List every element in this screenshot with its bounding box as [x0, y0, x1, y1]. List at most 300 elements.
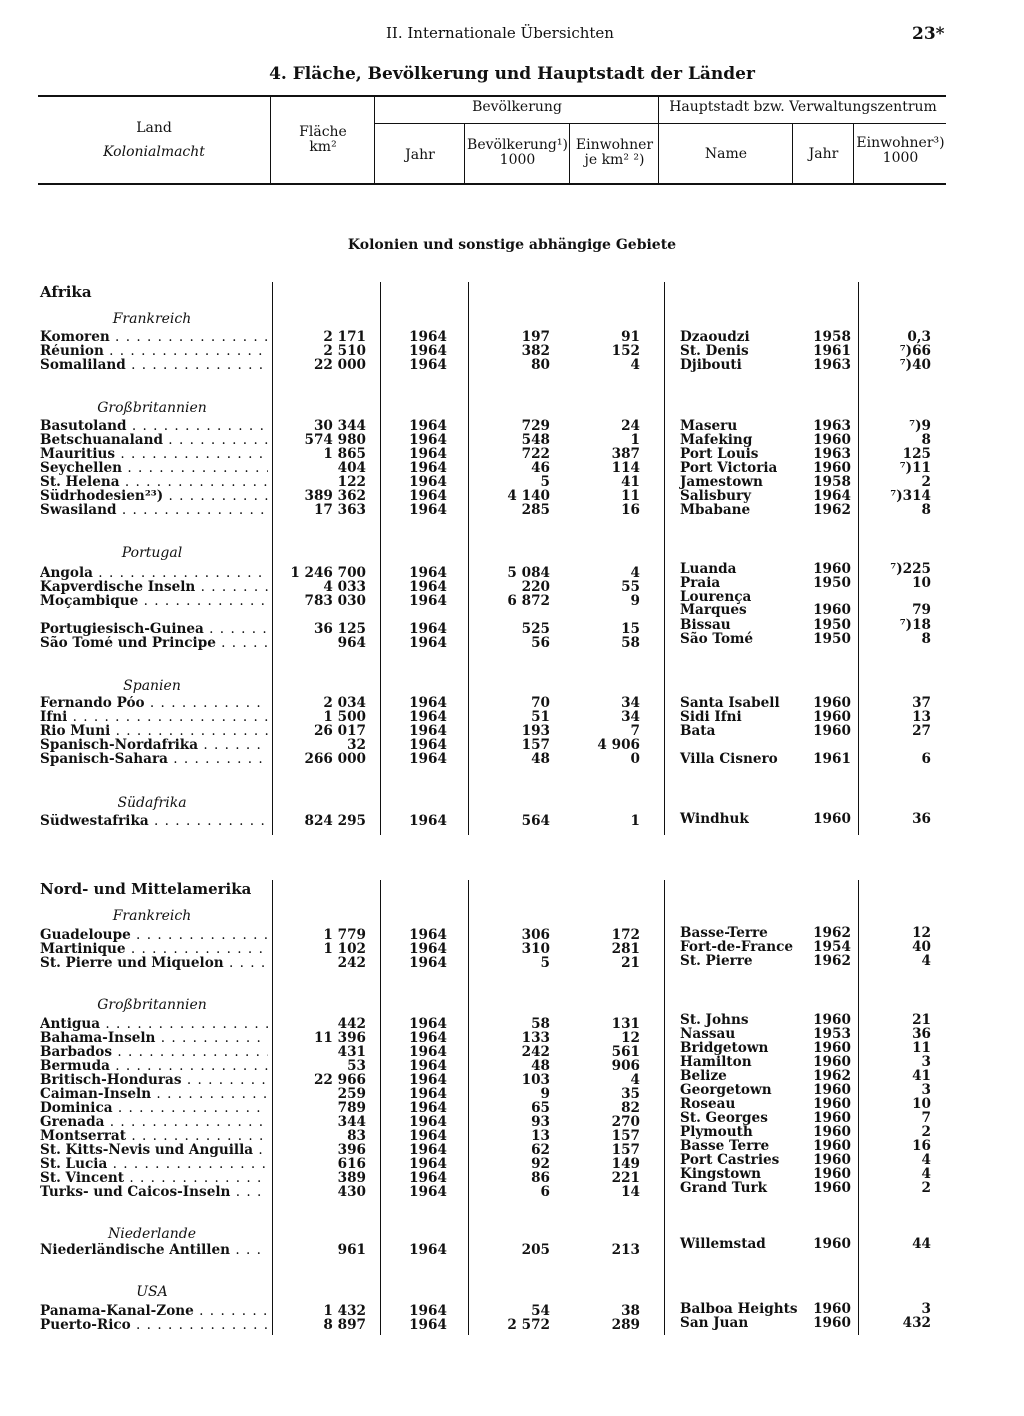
capital-year: 1960 [813, 432, 851, 448]
capital-name: Lourença [680, 589, 752, 605]
colonial-power-heading: Niederlande [107, 1226, 197, 1242]
table-row [0, 344, 1024, 358]
table-row [0, 1054, 1024, 1074]
area-value: 344 [337, 1114, 366, 1130]
capital-population: ⁷)11 [899, 460, 931, 476]
population-value: 193 [521, 723, 550, 739]
capital-name: Plymouth [680, 1124, 753, 1140]
population-value: 48 [531, 751, 550, 767]
country-name: St. Kitts-Nevis und Anguilla . . . [40, 1143, 268, 1157]
capital-name: Marques [680, 602, 747, 618]
capital-population: 79 [912, 602, 931, 618]
capital-name: Grand Turk [680, 1180, 768, 1196]
density-value: 152 [611, 343, 640, 359]
density-value: 15 [621, 621, 640, 637]
population-value: 525 [521, 621, 550, 637]
country-name: Bermuda . . . [40, 1059, 268, 1073]
capital-year: 1960 [813, 602, 851, 618]
capital-population: 4 [921, 953, 931, 969]
capital-year: 1950 [813, 631, 851, 647]
population-value: 51 [531, 709, 550, 725]
country-name: Grenada . . . [40, 1115, 268, 1129]
country-name: Mauritius . . . [40, 447, 268, 461]
capital-population: 0,3 [907, 329, 931, 345]
population-value: 5 [540, 955, 550, 971]
area-value: 11 396 [313, 1030, 366, 1046]
header-divider [569, 124, 570, 183]
area-value: 824 295 [304, 813, 366, 829]
country-name: São Tomé und Principe . . . [40, 636, 268, 650]
section-title: II. Internationale Übersichten [386, 24, 614, 42]
capital-population: ⁷)9 [909, 418, 931, 434]
year-value: 1964 [409, 1128, 447, 1144]
capital-year: 1961 [813, 343, 851, 359]
capital-name: Luanda [680, 561, 737, 577]
colonial-power-heading: Frankreich [112, 908, 192, 924]
table-row [0, 1180, 1024, 1200]
country-name: Swasiland . . . [40, 503, 268, 517]
capital-population: ⁷)40 [899, 357, 931, 373]
table-row [0, 1012, 1024, 1032]
colonial-power-heading: Großbritannien [97, 997, 207, 1013]
country-name: St. Helena . . . [40, 475, 268, 489]
country-name: Südrhodesien²³) . . . [40, 489, 268, 503]
capital-name: Bissau [680, 617, 731, 633]
table-row [0, 1082, 1024, 1102]
country-name: Ifni . . . [40, 710, 268, 724]
capital-population: 16 [912, 1138, 931, 1154]
country-name: Guadeloupe . . . [40, 928, 268, 942]
density-value: 270 [611, 1114, 640, 1130]
country-name: Dominica . . . [40, 1101, 268, 1115]
year-value: 1964 [409, 343, 447, 359]
header-kolonialmacht: Kolonialmacht [103, 144, 205, 160]
header-divider [792, 124, 793, 183]
density-value: 35 [621, 1086, 640, 1102]
area-value: 53 [347, 1058, 366, 1074]
table-row [0, 925, 1024, 943]
capital-year: 1964 [813, 488, 851, 504]
density-value: 157 [611, 1142, 640, 1158]
header-subrule [374, 123, 658, 124]
population-value: 62 [531, 1142, 550, 1158]
country-name: Puerto-Rico . . . [40, 1318, 268, 1332]
country-name: Fernando Póo . . . [40, 696, 268, 710]
density-value: 41 [621, 474, 640, 490]
year-value: 1964 [409, 565, 447, 581]
capital-name: Willemstad [680, 1236, 766, 1252]
year-value: 1964 [409, 941, 447, 957]
area-value: 259 [337, 1086, 366, 1102]
capital-population: 6 [921, 751, 931, 767]
capital-name: Georgetown [680, 1082, 772, 1098]
population-value: 58 [531, 1016, 550, 1032]
density-value: 1 [630, 813, 640, 829]
table-row [0, 1236, 1024, 1258]
capital-name: St. Denis [680, 343, 749, 359]
population-value: 2 572 [507, 1317, 550, 1333]
area-value: 389 [337, 1170, 366, 1186]
population-value: 5 [540, 474, 550, 490]
density-value: 281 [611, 941, 640, 957]
area-value: 430 [337, 1184, 366, 1200]
header-bottom-rule [38, 183, 946, 185]
area-value: 83 [347, 1128, 366, 1144]
capital-year: 1950 [813, 575, 851, 591]
area-value: 396 [337, 1142, 366, 1158]
density-value: 34 [621, 709, 640, 725]
area-value: 1 432 [323, 1303, 366, 1319]
capital-population: 36 [912, 1026, 931, 1042]
population-value: 9 [540, 1086, 550, 1102]
year-value: 1964 [409, 709, 447, 725]
area-value: 431 [337, 1044, 366, 1060]
table-row [0, 710, 1024, 724]
page-number: 23* [912, 24, 945, 44]
capital-name: Dzaoudzi [680, 329, 750, 345]
area-value: 1 779 [323, 927, 366, 943]
area-value: 404 [337, 460, 366, 476]
year-value: 1964 [409, 955, 447, 971]
capital-year: 1958 [813, 474, 851, 490]
capital-year: 1960 [813, 811, 851, 827]
population-value: 382 [521, 343, 550, 359]
country-name: Basutoland . . . [40, 419, 268, 433]
header-divider [658, 96, 659, 183]
table-row [0, 953, 1024, 971]
year-value: 1964 [409, 1030, 447, 1046]
capital-year: 1960 [813, 1082, 851, 1098]
population-value: 103 [521, 1072, 550, 1088]
density-value: 4 906 [597, 737, 640, 753]
population-value: 46 [531, 460, 550, 476]
population-value: 6 872 [507, 593, 550, 609]
capital-name: St. Johns [680, 1012, 749, 1028]
capital-population: 41 [912, 1068, 931, 1084]
capital-year: 1961 [813, 751, 851, 767]
area-value: 442 [337, 1016, 366, 1032]
area-value: 242 [337, 955, 366, 971]
table-row [0, 1315, 1024, 1333]
capital-population: 11 [912, 1040, 931, 1056]
year-value: 1964 [409, 1317, 447, 1333]
density-value: 16 [621, 502, 640, 518]
year-value: 1964 [409, 1072, 447, 1088]
year-value: 1964 [409, 579, 447, 595]
density-value: 289 [611, 1317, 640, 1333]
density-value: 157 [611, 1128, 640, 1144]
capital-population: 13 [912, 709, 931, 725]
capital-name: São Tomé [680, 631, 754, 647]
capital-year: 1960 [813, 1152, 851, 1168]
table-row [0, 1152, 1024, 1172]
capital-population: ⁷)66 [899, 343, 931, 359]
capital-population: 3 [921, 1082, 931, 1098]
table-row [0, 561, 1024, 581]
area-value: 8 897 [323, 1317, 366, 1333]
capital-name: Mbabane [680, 502, 751, 518]
area-value: 1 102 [323, 941, 366, 957]
table-row [0, 1124, 1024, 1144]
header-bevoelkerung: Bevölkerung [472, 99, 562, 115]
country-name: Seychellen . . . [40, 461, 268, 475]
capital-name: Jamestown [680, 474, 763, 490]
header-divider [464, 124, 465, 183]
year-value: 1964 [409, 502, 447, 518]
year-value: 1964 [409, 329, 447, 345]
country-name: Bahama-Inseln . . . [40, 1031, 268, 1045]
capital-name: Nassau [680, 1026, 736, 1042]
table-row [0, 724, 1024, 738]
header-divider [270, 96, 271, 183]
population-value: 54 [531, 1303, 550, 1319]
area-value: 30 344 [313, 418, 366, 434]
capital-population: ⁷)314 [890, 488, 931, 504]
capital-population: 2 [921, 1180, 931, 1196]
capital-name: St. Georges [680, 1110, 768, 1126]
capital-name: Praia [680, 575, 721, 591]
area-value: 17 363 [313, 502, 366, 518]
capital-population: ⁷)225 [890, 561, 931, 577]
capital-name: Villa Cisnero [680, 751, 778, 767]
capital-population: 40 [912, 939, 931, 955]
capital-name: Salisbury [680, 488, 752, 504]
capital-year: 1960 [813, 1138, 851, 1154]
year-value: 1964 [409, 1044, 447, 1060]
year-value: 1964 [409, 621, 447, 637]
colonial-power-heading: Südafrika [117, 795, 187, 811]
year-value: 1964 [409, 593, 447, 609]
table-row [0, 603, 1024, 617]
table-row [0, 330, 1024, 344]
density-value: 221 [611, 1170, 640, 1186]
table-row [0, 631, 1024, 651]
capital-population: 2 [921, 1124, 931, 1140]
colonial-power-heading: Spanien [123, 678, 181, 694]
density-value: 0 [630, 751, 640, 767]
header-einwohner: Einwohner [575, 137, 654, 153]
year-value: 1964 [409, 737, 447, 753]
area-value: 389 362 [304, 488, 366, 504]
density-value: 172 [611, 927, 640, 943]
capital-population: 432 [902, 1315, 931, 1331]
header-cap-einwohner-unit: 1000 [882, 150, 919, 166]
year-value: 1964 [409, 357, 447, 373]
population-value: 548 [521, 432, 550, 448]
capital-year: 1960 [813, 1315, 851, 1331]
density-value: 9 [630, 593, 640, 609]
population-value: 157 [521, 737, 550, 753]
table-row [0, 696, 1024, 710]
capital-name: St. Pierre [680, 953, 753, 969]
area-value: 4 033 [323, 579, 366, 595]
capital-year: 1960 [813, 1040, 851, 1056]
population-value: 306 [521, 927, 550, 943]
country-name: Martinique . . . [40, 942, 268, 956]
table-row [0, 358, 1024, 372]
capital-name: Sidi Ifni [680, 709, 742, 725]
area-value: 2 510 [323, 343, 366, 359]
table-row [0, 1068, 1024, 1088]
table-row [0, 419, 1024, 433]
population-value: 722 [521, 446, 550, 462]
population-value: 56 [531, 635, 550, 651]
colonial-power-heading: Frankreich [112, 311, 192, 327]
capital-name: San Juan [680, 1315, 749, 1331]
density-value: 4 [630, 357, 640, 373]
colonial-power-heading: USA [136, 1284, 168, 1300]
density-value: 114 [611, 460, 640, 476]
population-value: 310 [521, 941, 550, 957]
table-title: 4. Fläche, Bevölkerung und Hauptstadt der Länder [269, 64, 755, 84]
year-value: 1964 [409, 695, 447, 711]
country-name: Rio Muni . . . [40, 724, 268, 738]
density-value: 387 [611, 446, 640, 462]
density-value: 58 [621, 635, 640, 651]
capital-year: 1960 [813, 1236, 851, 1252]
density-value: 1 [630, 432, 640, 448]
density-value: 906 [611, 1058, 640, 1074]
header-cap-jahr: Jahr [808, 146, 839, 162]
colonial-power-heading: Großbritannien [97, 400, 207, 416]
year-value: 1964 [409, 1058, 447, 1074]
header-bevoelkerung-col: Bevölkerung¹) [467, 137, 568, 153]
population-value: 13 [531, 1128, 550, 1144]
density-value: 561 [611, 1044, 640, 1060]
capital-year: 1962 [813, 502, 851, 518]
capital-population: 4 [921, 1152, 931, 1168]
capital-name: Djibouti [680, 357, 742, 373]
capital-name: Basse Terre [680, 1138, 770, 1154]
header-top-rule [38, 95, 946, 97]
table-row [0, 617, 1024, 637]
table-row [0, 811, 1024, 829]
capital-population: 3 [921, 1054, 931, 1070]
capital-year: 1960 [813, 1301, 851, 1317]
table-row [0, 752, 1024, 766]
country-name: Betschuanaland . . . [40, 433, 268, 447]
country-name: St. Lucia . . . [40, 1157, 268, 1171]
capital-year: 1960 [813, 1110, 851, 1126]
density-value: 14 [621, 1184, 640, 1200]
population-value: 48 [531, 1058, 550, 1074]
capital-year: 1954 [813, 939, 851, 955]
country-name: Komoren . . . [40, 330, 268, 344]
area-value: 26 017 [313, 723, 366, 739]
country-name: St. Vincent . . . [40, 1171, 268, 1185]
table-row [0, 475, 1024, 489]
header-name: Name [704, 146, 748, 162]
area-value: 961 [337, 1242, 366, 1258]
country-name: Spanisch-Nordafrika . . . [40, 738, 268, 752]
capital-name: Port Castries [680, 1152, 780, 1168]
density-value: 34 [621, 695, 640, 711]
capital-population: 8 [921, 631, 931, 647]
country-name: Kapverdische Inseln . . . [40, 580, 268, 594]
table-row [0, 1138, 1024, 1158]
population-value: 729 [521, 418, 550, 434]
area-value: 32 [347, 737, 366, 753]
capital-name: Port Victoria [680, 460, 778, 476]
capital-year: 1962 [813, 953, 851, 969]
country-name: Turks- und Caicos-Inseln . . . [40, 1185, 268, 1199]
year-value: 1964 [409, 432, 447, 448]
capital-year: 1963 [813, 357, 851, 373]
capital-year: 1960 [813, 1180, 851, 1196]
density-value: 213 [611, 1242, 640, 1258]
capital-population: 12 [912, 925, 931, 941]
year-value: 1964 [409, 723, 447, 739]
population-value: 133 [521, 1030, 550, 1046]
year-value: 1964 [409, 635, 447, 651]
year-value: 1964 [409, 1170, 447, 1186]
population-value: 93 [531, 1114, 550, 1130]
year-value: 1964 [409, 1142, 447, 1158]
year-value: 1964 [409, 1114, 447, 1130]
header-divider [853, 124, 854, 183]
header-flaeche: Fläche [299, 124, 347, 140]
capital-population: 4 [921, 1166, 931, 1182]
population-value: 65 [531, 1100, 550, 1116]
capital-population: 2 [921, 474, 931, 490]
area-value: 36 125 [313, 621, 366, 637]
density-value: 82 [621, 1100, 640, 1116]
year-value: 1964 [409, 1100, 447, 1116]
density-value: 55 [621, 579, 640, 595]
density-value: 24 [621, 418, 640, 434]
colonial-power-heading: Portugal [121, 545, 183, 561]
population-value: 4 140 [507, 488, 550, 504]
capital-population: 27 [912, 723, 931, 739]
table-row [0, 1301, 1024, 1319]
country-name: Moçambique . . . [40, 594, 268, 608]
capital-year: 1960 [813, 460, 851, 476]
area-value: 1 865 [323, 446, 366, 462]
density-value: 38 [621, 1303, 640, 1319]
capital-year: 1962 [813, 1068, 851, 1084]
country-name: Panama-Kanal-Zone . . . [40, 1304, 268, 1318]
table-row [0, 1096, 1024, 1116]
country-name: Britisch-Honduras . . . [40, 1073, 268, 1087]
country-name: Spanisch-Sahara . . . [40, 752, 268, 766]
year-value: 1964 [409, 446, 447, 462]
country-name: Caiman-Inseln . . . [40, 1087, 268, 1101]
population-value: 220 [521, 579, 550, 595]
capital-year: 1960 [813, 1054, 851, 1070]
capital-population: 37 [912, 695, 931, 711]
capital-population: 21 [912, 1012, 931, 1028]
capital-year: 1960 [813, 695, 851, 711]
population-value: 197 [521, 329, 550, 345]
capital-name: Santa Isabell [680, 695, 780, 711]
capital-year: 1960 [813, 709, 851, 725]
population-value: 242 [521, 1044, 550, 1060]
density-value: 11 [621, 488, 640, 504]
year-value: 1964 [409, 1086, 447, 1102]
area-value: 616 [337, 1156, 366, 1172]
population-value: 285 [521, 502, 550, 518]
year-value: 1964 [409, 460, 447, 476]
capital-population: 8 [921, 432, 931, 448]
population-value: 6 [540, 1184, 550, 1200]
header-einwohner-unit: je km² ²) [584, 152, 645, 168]
area-value: 2 034 [323, 695, 366, 711]
capital-name: Mafeking [680, 432, 753, 448]
country-name: Niederländische Antillen . . . [40, 1243, 268, 1257]
year-value: 1964 [409, 813, 447, 829]
capital-population: 7 [921, 1110, 931, 1126]
capital-name: Kingstown [680, 1166, 761, 1182]
